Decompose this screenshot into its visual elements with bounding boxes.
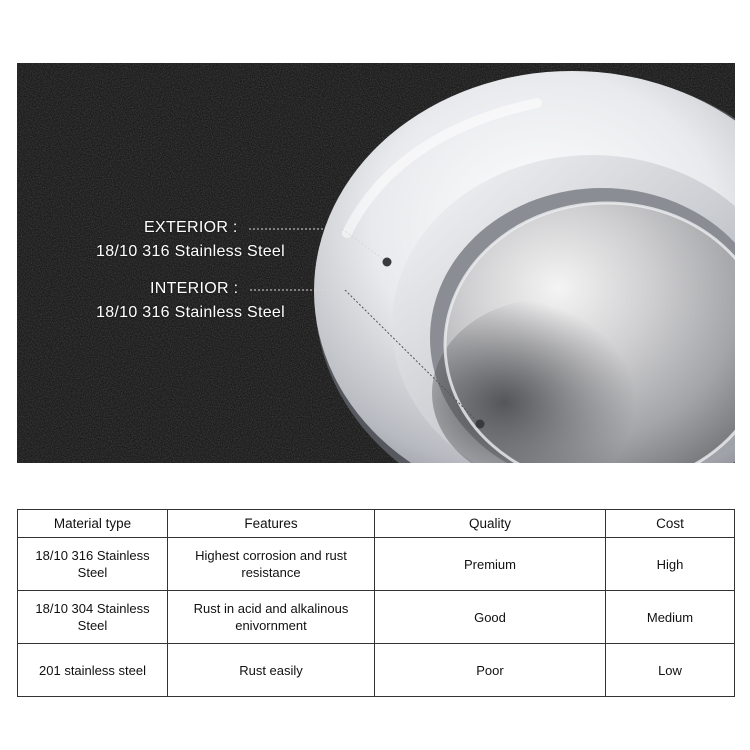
interior-material: 18/10 316 Stainless Steel [96, 304, 285, 321]
cell-material: 18/10 316 Stainless Steel [18, 538, 168, 591]
table-row [18, 644, 735, 697]
cell-cost: Medium [606, 591, 735, 644]
material-comparison-table [17, 509, 735, 697]
interior-title: INTERIOR : [150, 280, 239, 297]
cell-cost: Low [606, 644, 735, 697]
exterior-title: EXTERIOR : [144, 219, 238, 236]
product-photo [17, 63, 735, 463]
table-row [18, 591, 735, 644]
exterior-material: 18/10 316 Stainless Steel [96, 243, 285, 260]
cell-features: Rust easily [168, 644, 375, 697]
cell-features: Rust in acid and alkalinous enivornment [168, 591, 375, 644]
header-material-type: Material type [18, 510, 168, 538]
cell-material: 201 stainless steel [18, 644, 168, 697]
exterior-point-dot [383, 258, 392, 267]
cell-cost: High [606, 538, 735, 591]
table-header-row [18, 510, 735, 538]
table-row [18, 538, 735, 591]
header-quality: Quality [375, 510, 606, 538]
cell-material: 18/10 304 Stainless Steel [18, 591, 168, 644]
cell-quality: Premium [375, 538, 606, 591]
header-cost: Cost [606, 510, 735, 538]
cell-quality: Poor [375, 644, 606, 697]
cell-quality: Good [375, 591, 606, 644]
header-features: Features [168, 510, 375, 538]
cell-features: Highest corrosion and rust resistance [168, 538, 375, 591]
interior-point-dot [476, 420, 485, 429]
steel-bowl-illustration [17, 63, 735, 463]
